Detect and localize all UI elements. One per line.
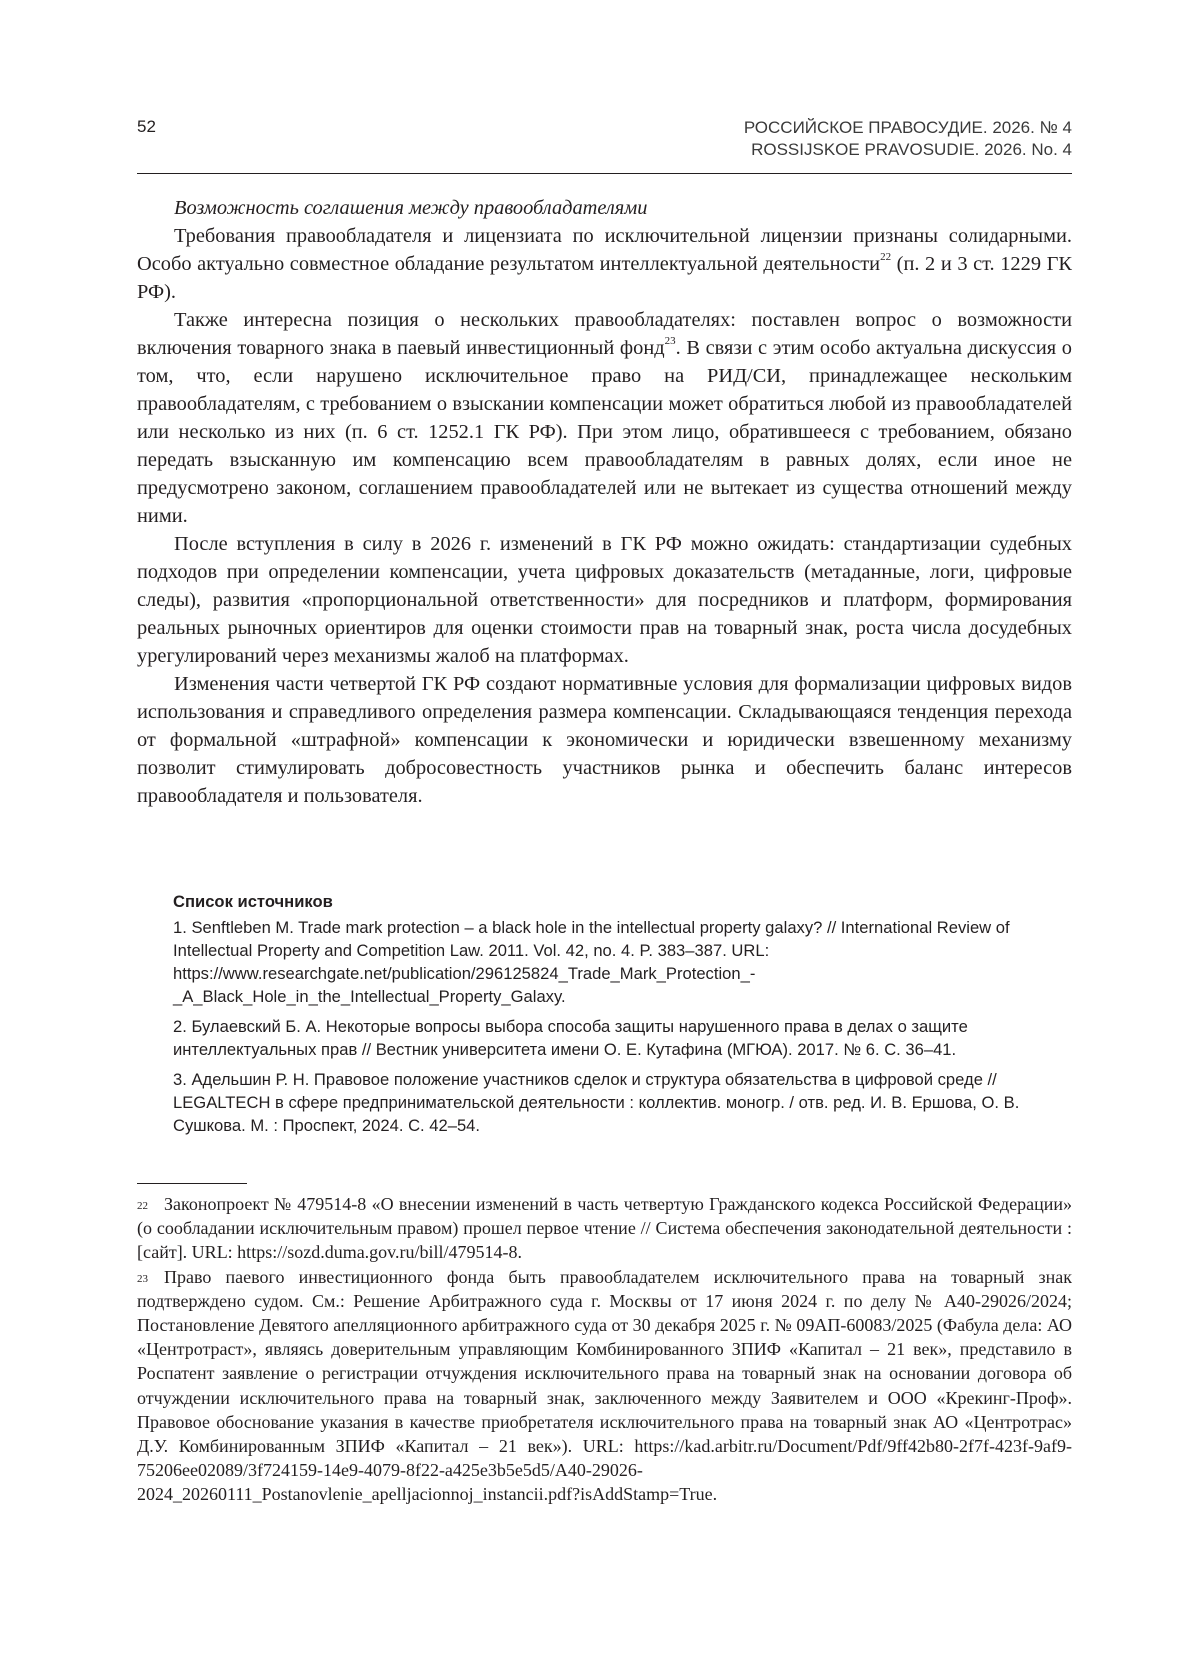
journal-title-en: ROSSIJSKOE PRAVOSUDIE. 2026. No. 4 [751, 140, 1072, 159]
footnotes [137, 1192, 1072, 1507]
footnote-number: 23 [137, 1272, 148, 1285]
reference-item-2: 2. Булаевский Б. А. Некоторые вопросы выбора способа защиты нарушенного права в делах о защите интеллектуальных прав // Вестник университета имени О. Е. Кутафина (МГЮА). 2017. № 6. С. 36–41. [173, 1017, 968, 1059]
article-body [137, 194, 1072, 810]
footnote-ref-23[interactable]: 23 [664, 335, 676, 347]
paragraph-2 [137, 306, 1072, 530]
footnote-text: Законопроект № 479514-8 «О внесении изменений в часть четвертую Гражданского кодекса Российской Федерации» (о сообладании исключительным правом) прошел первое чтение // Система обеспечения законодательной деятельности : [сайт]. URL: https://sozd.duma.gov.ru/bill/479514-8. [137, 1194, 1072, 1263]
paragraph-1-text-a: Требования правообладателя и лицензиата по исключительной лицензии признаны солидарными. Особо актуально совместное обладание результатом интеллектуальной деятельности [137, 225, 1072, 275]
page-number: 52 [137, 117, 156, 136]
references-title: Список источников [173, 892, 333, 911]
reference-item-1: 1. Senftleben M. Trade mark protection – a black hole in the intellectual property galaxy? // International Review of Intellectual Property and Competition Law. 2011. Vol. 42, no. 4. P. 383–387. URL: https://www.researchgate.net/publication/296125824_Trade_Mark_Protection_-_A_Black_Hole_in_the_Intellectual_Property_Galaxy. [173, 918, 1010, 1006]
paragraph-1 [137, 222, 1072, 306]
running-header [137, 111, 1072, 174]
footnote-number: 22 [137, 1200, 148, 1212]
footnote-text: Право паевого инвестиционного фонда быть правообладателем исключительного права на товарный знак подтверждено судом. См.: Решение Арбитражного суда г. Москвы от 17 июня 2024 г. по делу № А40-29026/2024; Постановление Девятого апелляционного арбитражного суда от 30 декабря 2025 г. № 09АП-60083/2025 (Фабула дела: АО «Центротраст», являясь доверительным управляющим Комбинированного ЗПИФ «Капитал – 21 век», представило в Роспатент заявление о регистрации отчуждения исключительного права на товарный знак на основании договора об отчуждении исключительного права на товарный знак, заключенного между Заявителем и ООО «Крекинг-Проф». Правовое обоснование указания в качестве приобретателя исключительного права на товарный знак АО «Центротрас» Д.У. Комбинированным ЗПИФ «Капитал – 21 век»). URL: https://kad.arbitr.ru/Document/Pdf/9ff42b80-2f7f-423f-9af9-75206ee02089/3f724159-14e9-4079-8f22-a425e3b5e5d5/А40-29026-2024_20260111_Postanovlenie_apelljacionnoj_instancii.pdf?isAddStamp=True. [137, 1266, 1072, 1505]
paragraph-1-text-b: (п. 2 и 3 ст. 1229 ГК РФ). [137, 253, 1072, 303]
paragraph-4: Изменения части четвертой ГК РФ создают нормативные условия для формализации цифровых видов использования и справедливого определения размера компенсации. Складывающаяся тенденция перехода от формальной «штрафной» компенсации к экономически и юридически взвешенному механизму позволит стимулировать добросовестность участников рынка и обеспечить баланс интересов правообладателя и пользователя. [137, 673, 1072, 807]
journal-title-ru: РОССИЙСКОЕ ПРАВОСУДИЕ. 2026. № 4 [743, 118, 1072, 137]
paragraph-2-text-a: Также интересна позиция о нескольких правообладателях: поставлен вопрос о возможности включения товарного знака в паевый инвестиционный фонд [137, 309, 1072, 359]
section-subheading: Возможность соглашения между правообладателями [174, 197, 648, 219]
footnote-divider [137, 1183, 247, 1184]
journal-title [744, 117, 1072, 161]
reference-item-3: 3. Адельшин Р. Н. Правовое положение участников сделок и структура обязательства в цифровой среде // LEGALTECH в сфере предпринимательской деятельности : коллектив. моногр. / отв. ред. И. В. Ершова, О. В. Сушкова. М. : Проспект, 2024. С. 42–54. [173, 1070, 1020, 1135]
footnote-22 [137, 1192, 1072, 1265]
footnote-ref-22[interactable]: 22 [880, 251, 892, 263]
paragraph-2-text-b: . В связи с этим особо актуальна дискуссия о том, что, если нарушено исключительное право на РИД/СИ, принадлежащее нескольким правообладателям, с требованием о взыскании компенсации может обратиться любой из правообладателей или несколько из них (п. 6 ст. 1252.1 ГК РФ). При этом лицо, обратившееся с требованием, обязано передать взысканную им компенсацию всем правообладателям в равных долях, если иное не предусмотрено законом, соглашением правообладателей или не вытекает из существа отношений между ними. [137, 337, 1072, 527]
footnote-23 [137, 1265, 1072, 1507]
references-section [173, 890, 1072, 1144]
paragraph-3: После вступления в силу в 2026 г. изменений в ГК РФ можно ожидать: стандартизации судебных подходов при определении компенсации, учета цифровых доказательств (метаданные, логи, цифровые следы), развития «пропорциональной ответственности» для посредников и платформ, формирования реальных рыночных ориентиров для оценки стоимости прав на товарный знак, роста числа досудебных урегулирований через механизмы жалоб на платформах. [137, 533, 1072, 667]
page [137, 0, 1072, 1680]
